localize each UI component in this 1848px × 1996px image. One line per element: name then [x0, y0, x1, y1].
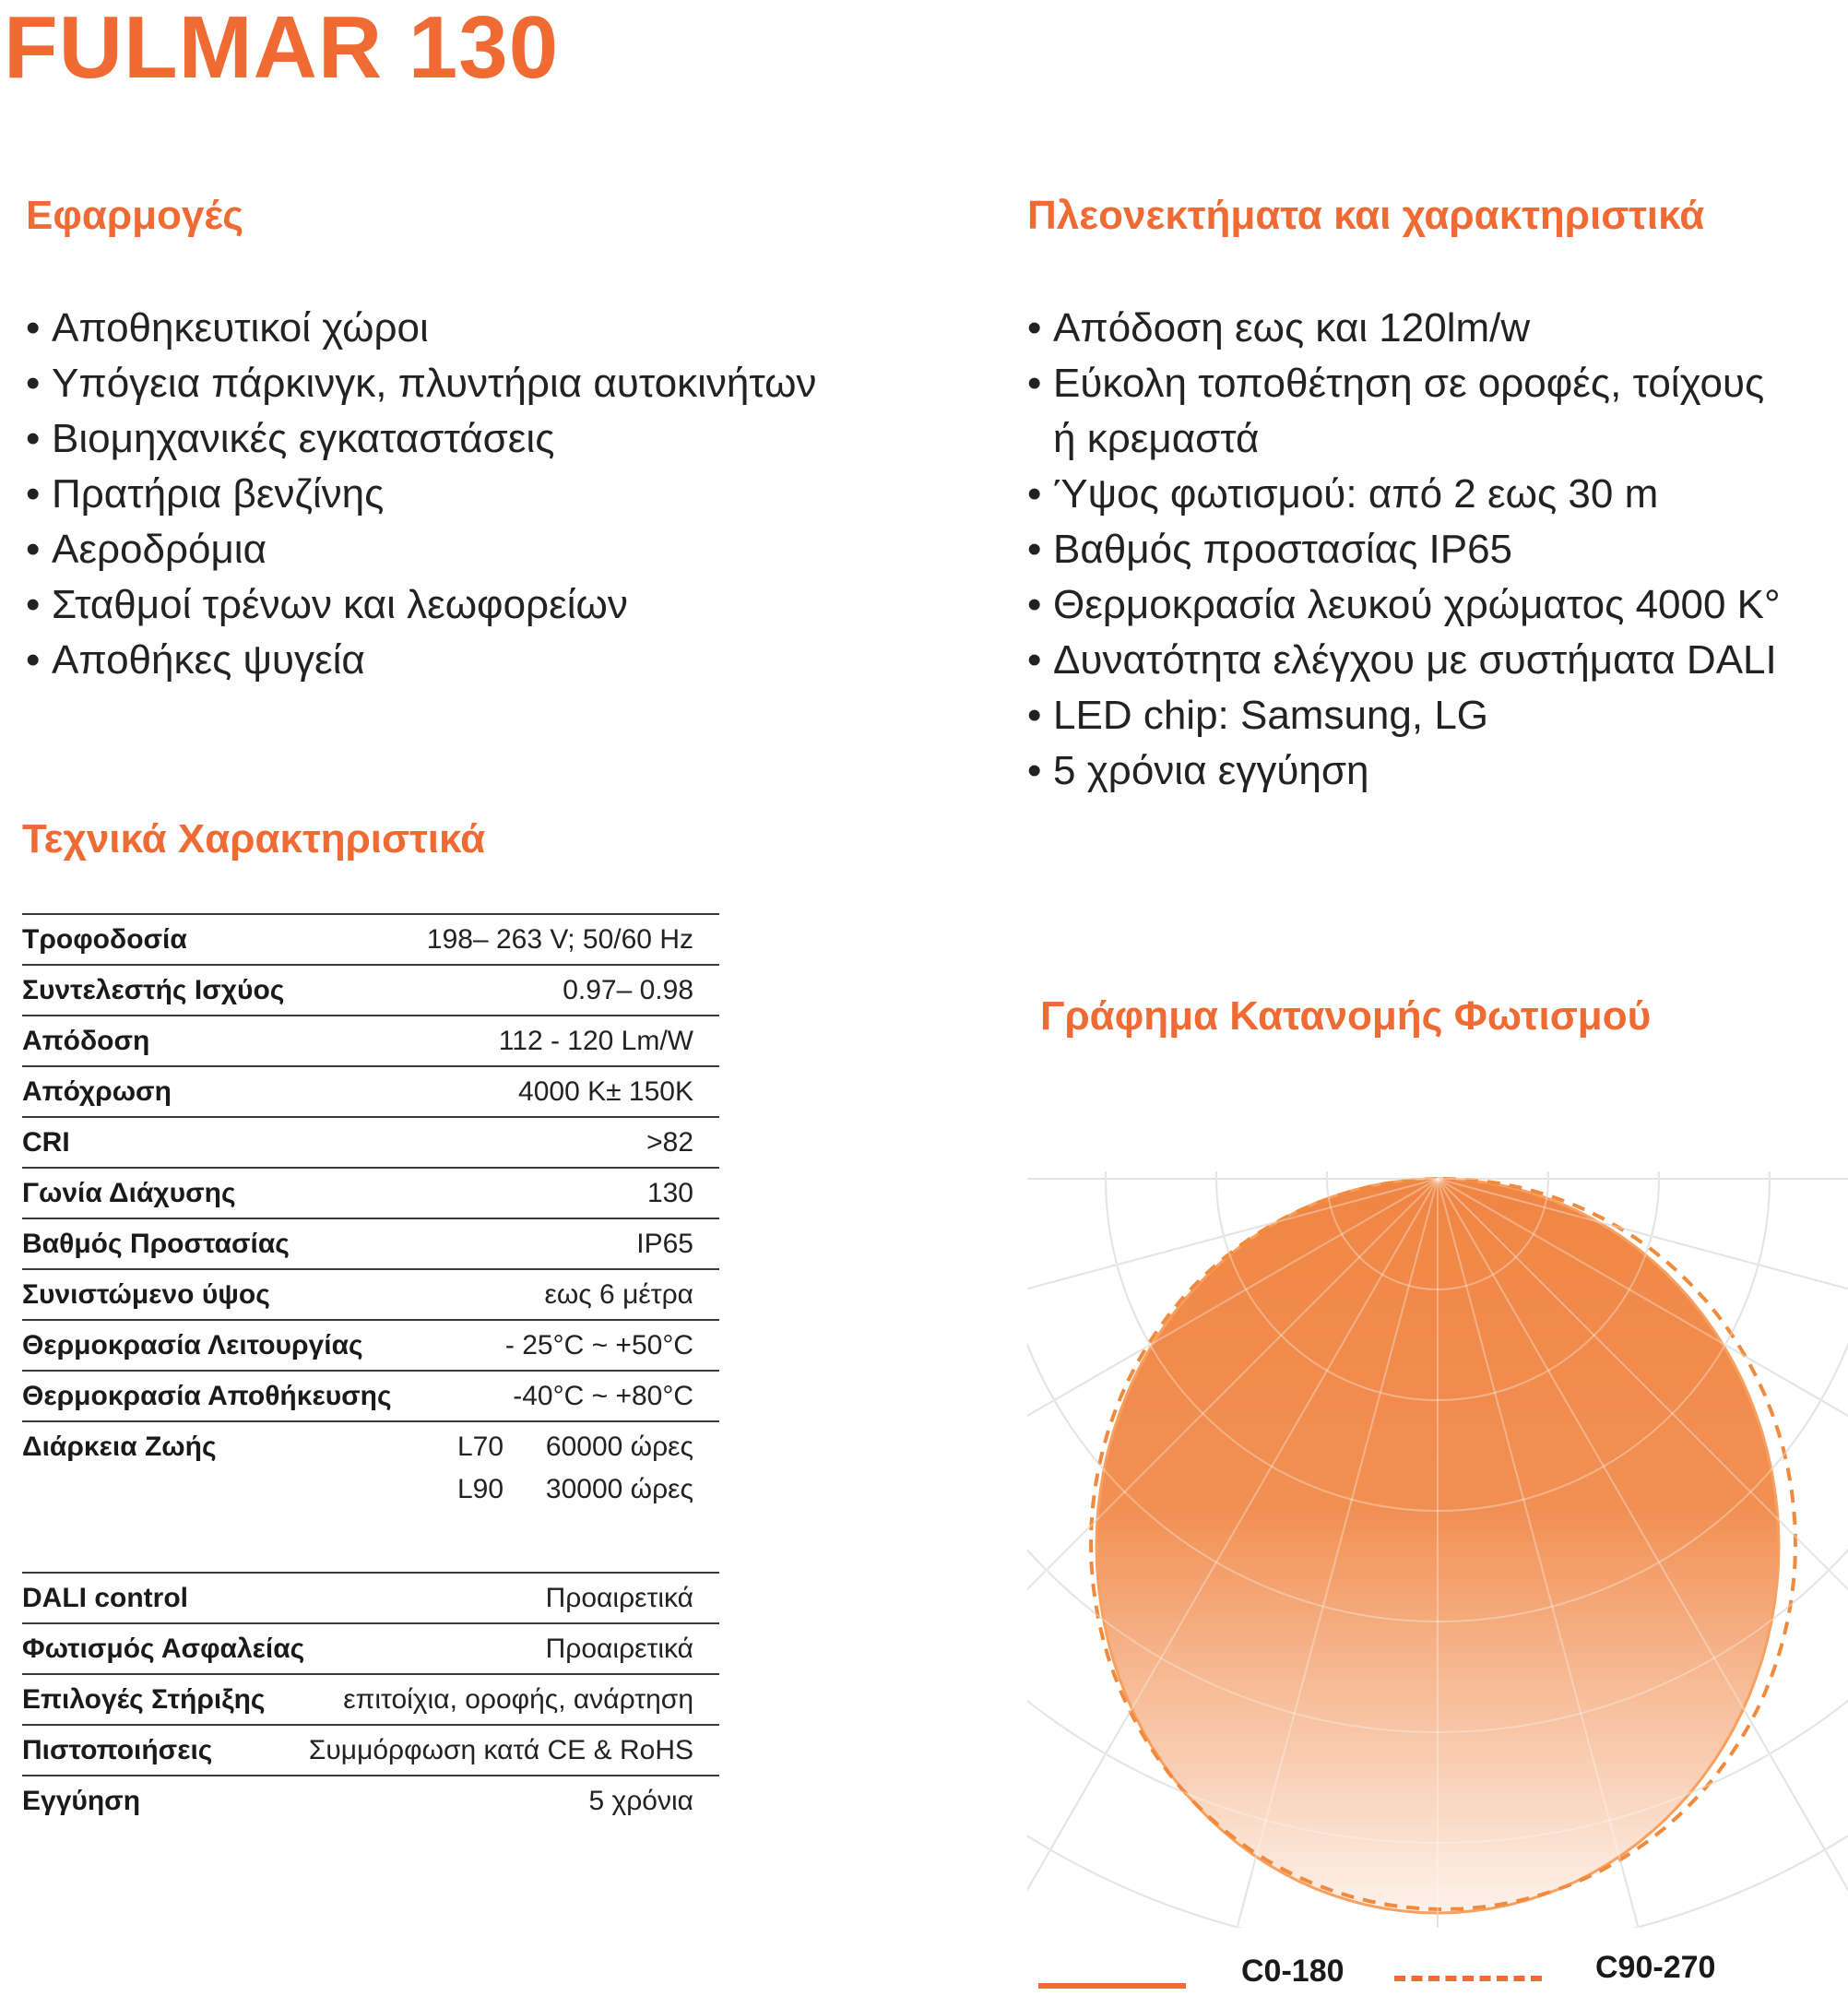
spec-value: 4000 K± 150K [518, 1076, 693, 1107]
list-item: • Αποθήκες ψυγεία [26, 633, 816, 688]
spec-value: >82 [646, 1127, 693, 1158]
table-row [22, 1268, 719, 1319]
list-item: • Απόδοση εως και 120lm/w [1027, 301, 1781, 356]
spec-key: CRI [22, 1127, 70, 1158]
spec-key: Γωνία Διάχυσης [22, 1178, 236, 1208]
spec-value: Προαιρετικά [545, 1583, 693, 1613]
list-item: • Αποθηκευτικοί χώροι [26, 301, 816, 356]
list-item: • Δυνατότητα ελέγχου με συστήματα DALI [1027, 633, 1781, 688]
spec-value: 130 [646, 1178, 693, 1208]
applications-list [26, 301, 816, 688]
l90-label: L90 [457, 1474, 504, 1504]
list-item: • Πρατήρια βενζίνης [26, 467, 816, 522]
table-row [22, 1370, 719, 1420]
legend-solid-swatch [1038, 1983, 1186, 1989]
spec-key: Απόδοση [22, 1026, 150, 1056]
spec-value: Συμμόρφωση κατά CE & RoHS [308, 1735, 693, 1765]
spec-value: Προαιρετικά [545, 1634, 693, 1664]
spec-key: Βαθμός Προστασίας [22, 1229, 290, 1259]
spec-key: Επιλογές Στήριξης [22, 1684, 266, 1715]
spec-value: 0.97– 0.98 [563, 975, 693, 1005]
tech-heading: Τεχνικά Χαρακτηριστικά [22, 816, 486, 861]
spec-table-2 [22, 1572, 719, 1825]
spec-value: 5 χρόνια [588, 1786, 693, 1816]
spec-key: Τροφοδοσία [22, 924, 187, 955]
list-item-continuation [1027, 411, 1781, 467]
polar-chart-svg [1027, 1171, 1848, 1928]
spec-value: 112 - 120 Lm/W [498, 1026, 693, 1056]
list-item: • Αεροδρόμια [26, 522, 816, 577]
spec-table [22, 913, 719, 1535]
list-item: • Βαθμός προστασίας IP65 [1027, 522, 1781, 577]
legend-solid-label: C0-180 [1241, 1954, 1345, 1989]
list-item-continuation-text: ή κρεμαστά [1053, 416, 1260, 461]
table-row [22, 1015, 719, 1065]
spec-key: Εγγύηση [22, 1786, 141, 1816]
table-row [22, 1572, 719, 1622]
lifetime-row [22, 1420, 719, 1535]
spec-key: Θερμοκρασία Λειτουργίας [22, 1330, 363, 1360]
list-item: • Ύψος φωτισμού: από 2 εως 30 m [1027, 467, 1781, 522]
table-row [22, 1622, 719, 1673]
legend-dashed-label: C90-270 [1595, 1950, 1716, 1985]
spec-key: Θερμοκρασία Αποθήκευσης [22, 1381, 392, 1411]
table-row [22, 1218, 719, 1268]
l70-value: 60000 ώρες [545, 1432, 693, 1462]
table-row [22, 1724, 719, 1775]
list-item: • 5 χρόνια εγγύηση [1027, 743, 1781, 799]
list-item: • Υπόγεια πάρκινγκ, πλυντήρια αυτοκινήτων [26, 356, 816, 411]
spec-key: DALI control [22, 1583, 188, 1613]
table-row [22, 1319, 719, 1370]
spec-key: Συνιστώμενο ύψος [22, 1279, 270, 1310]
l90-value: 30000 ώρες [545, 1474, 693, 1504]
table-row [22, 1775, 719, 1825]
spec-value: - 25°C ~ +50°C [504, 1330, 693, 1360]
spec-key: Απόχρωση [22, 1076, 172, 1107]
table-row [22, 1673, 719, 1724]
list-item: • Βιομηχανικές εγκαταστάσεις [26, 411, 816, 467]
spec-key: Συντελεστής Ισχύος [22, 975, 285, 1005]
table-row [22, 1065, 719, 1116]
table-row [22, 1116, 719, 1167]
legend-dashed-swatch [1394, 1976, 1542, 1981]
table-row [22, 964, 719, 1015]
list-item: • LED chip: Samsung, LG [1027, 688, 1781, 743]
spec-key: Διάρκεια Ζωής [22, 1432, 217, 1462]
list-item: • Σταθμοί τρένων και λεωφορείων [26, 577, 816, 633]
applications-heading: Εφαρμογές [26, 193, 244, 238]
table-row [22, 913, 719, 964]
list-item: • Εύκολη τοποθέτηση σε οροφές, τοίχους [1027, 356, 1781, 411]
spec-value: 198– 263 V; 50/60 Hz [426, 924, 693, 955]
features-heading: Πλεονεκτήματα και χαρακτηριστικά [1027, 193, 1705, 238]
l70-label: L70 [457, 1432, 504, 1462]
list-item: • Θερμοκρασία λευκού χρώματος 4000 K° [1027, 577, 1781, 633]
spec-key: Φωτισμός Ασφαλείας [22, 1634, 305, 1664]
spec-value: -40°C ~ +80°C [513, 1381, 693, 1411]
polar-chart [1027, 1171, 1848, 1928]
chart-heading: Γράφημα Κατανομής Φωτισμού [1040, 993, 1652, 1039]
spec-value: IP65 [636, 1229, 693, 1259]
spec-key: Πιστοποιήσεις [22, 1735, 213, 1765]
features-list [1027, 301, 1781, 799]
product-title: FULMAR 130 [4, 0, 560, 97]
spec-value: εως 6 μέτρα [544, 1279, 693, 1310]
table-row [22, 1167, 719, 1218]
spec-value: επιτοίχια, οροφής, ανάρτηση [343, 1684, 693, 1715]
